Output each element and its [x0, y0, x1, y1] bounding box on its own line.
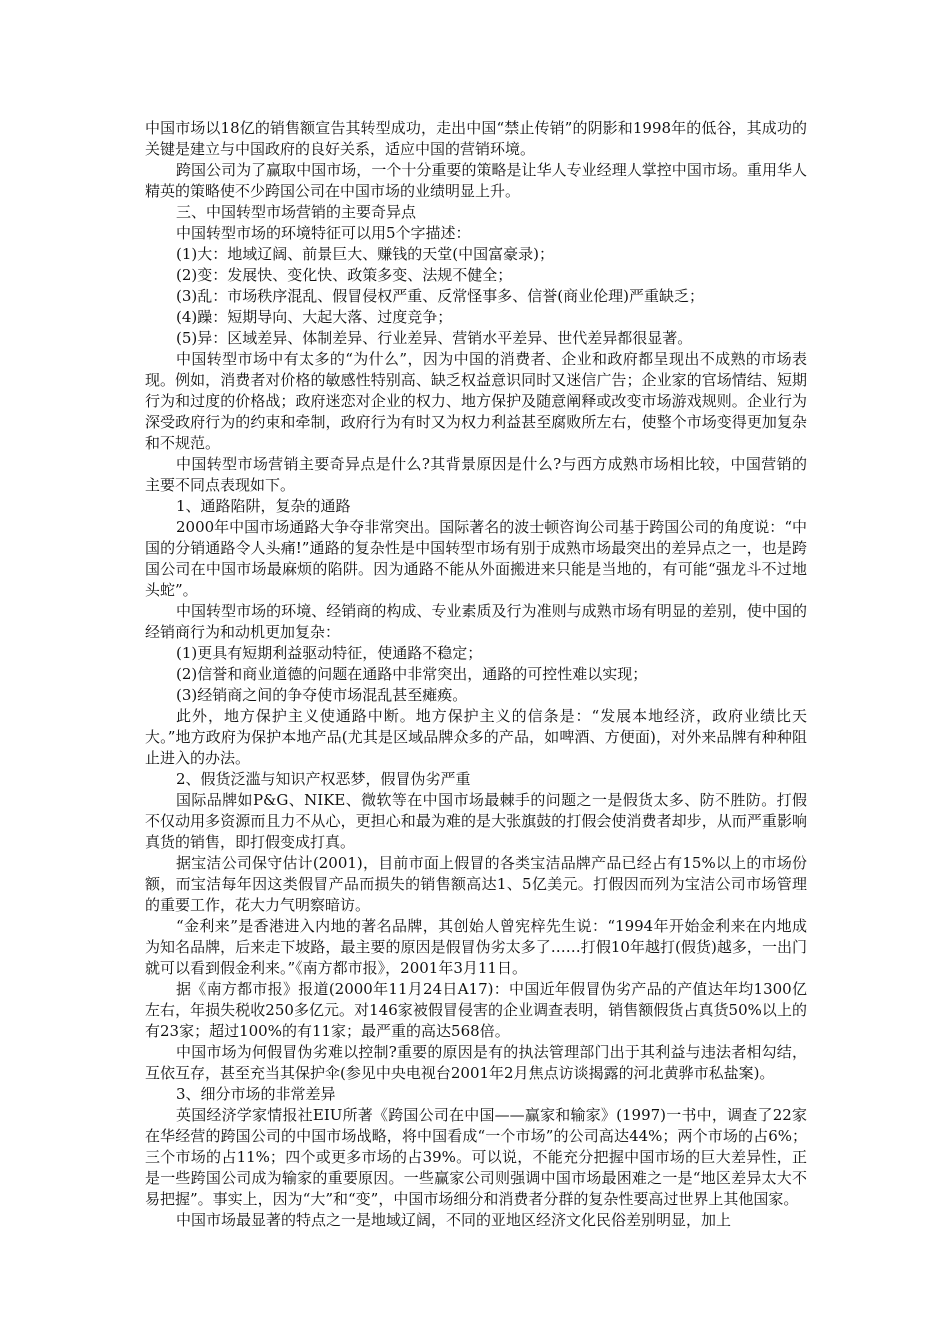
- paragraph: 据宝洁公司保守估计(2001)，目前市面上假冒的各类宝洁品牌产品已经占有15%以上的市场份额，而宝洁每年因这类假冒产品而损失的销售额高达1、5亿美元。打假因而列为宝洁公司市场管理的重要工作，花大力气明察暗访。: [145, 854, 807, 914]
- paragraph: 此外，地方保护主义使通路中断。地方保护主义的信条是：“发展本地经济，政府业绩比天大。”地方政府为保护本地产品(尤其是区域品牌众多的产品，如啤酒、方便面)，对外来品牌有种种阻止进入的办法。: [145, 707, 807, 767]
- paragraph: 中国市场以18亿的销售额宣告其转型成功，走出中国“禁止传销”的阴影和1998年的低谷，其成功的关键是建立与中国政府的良好关系，适应中国的营销环境。: [145, 119, 807, 158]
- paragraph: “金利来”是香港进入内地的著名品牌，其创始人曾宪梓先生说：“1994年开始金利来在内地成为知名品牌，后来走下坡路，最主要的原因是假冒伪劣太多了……打假10年越打(假货)越多，一出门就可以看到假金利来。”《南方都市报》，2001年3月11日。: [145, 917, 807, 977]
- paragraph: 中国转型市场营销主要奇异点是什么?其背景原因是什么?与西方成熟市场相比较，中国营销的主要不同点表现如下。: [145, 455, 807, 494]
- list-item: (2)变：发展快、变化快、政策多变、法规不健全；: [176, 266, 513, 284]
- list-item: (1)大：地域辽阔、前景巨大、赚钱的天堂(中国富豪录)；: [176, 245, 554, 263]
- paragraph: 中国转型市场中有太多的“为什么”，因为中国的消费者、企业和政府都呈现出不成熟的市场表现。例如，消费者对价格的敏感性特别高、缺乏权益意识同时又迷信广告；企业家的官场情结、短期行为和过度的价格战；政府迷恋对企业的权力、地方保护及随意阐释或改变市场游戏规则。企业行为深受政府行为的约束和牵制，政府行为有时又为权力利益甚至腐败所左右，使整个市场变得更加复杂和不规范。: [145, 350, 807, 452]
- paragraph: 中国市场最显著的特点之一是地域辽阔，不同的亚地区经济文化民俗差别明显，加上: [176, 1211, 732, 1229]
- paragraph: 国际品牌如P&G、NIKE、微软等在中国市场最棘手的问题之一是假货太多、防不胜防。打假不仅动用多资源而且力不从心，更担心和最为难的是大张旗鼓的打假会使消费者却步，从而严重影响真货的销售，即打假变成打真。: [145, 791, 807, 851]
- subsection-heading: 3、细分市场的非常差异: [176, 1085, 336, 1103]
- subsection-heading: 2、假货泛滥与知识产权恶梦，假冒伪劣严重: [176, 770, 471, 788]
- list-item: (3)乱：市场秩序混乱、假冒侵权严重、反常怪事多、信誉(商业伦理)严重缺乏；: [176, 287, 704, 305]
- subsection-heading: 1、通路陷阱，复杂的通路: [176, 497, 351, 515]
- list-item: (2)信誉和商业道德的问题在通路中非常突出，通路的可控性难以实现；: [176, 665, 648, 683]
- paragraph: 中国转型市场的环境、经销商的构成、专业素质及行为准则与成熟市场有明显的差别，使中国的经销商行为和动机更加复杂：: [145, 602, 807, 641]
- paragraph: 据《南方都市报》报道(2000年11月24日A17)：中国近年假冒伪劣产品的产值达年均1300亿左右，年损失税收250多亿元。对146家被假冒侵害的企业调查表明，销售额假货占真货50%以上的有23家；超过100%的有11家；最严重的高达568倍。: [145, 980, 807, 1040]
- list-item: (5)异：区域差异、体制差异、行业差异、营销水平差异、世代差异都很显著。: [176, 329, 693, 347]
- paragraph: 中国市场为何假冒伪劣难以控制?重要的原因是有的执法管理部门出于其利益与违法者相勾结，互依互存，甚至充当其保护伞(参见中央电视台2001年2月焦点访谈揭露的河北黄骅市私盐案)。: [145, 1043, 807, 1082]
- paragraph: 2000年中国市场通路大争夺非常突出。国际著名的波士顿咨询公司基于跨国公司的角度说：“中国的分销通路令人头痛!”通路的复杂性是中国转型市场有别于成熟市场最突出的差异点之一，也是跨国公司在中国市场最麻烦的陷阱。因为通路不能从外面搬进来只能是当地的，有可能“强龙斗不过地头蛇”。: [145, 518, 807, 599]
- list-item: (4)躁：短期导向、大起大落、过度竞争；: [176, 308, 453, 326]
- list-item: (3)经销商之间的争夺使市场混乱甚至瘫痪。: [176, 686, 468, 704]
- list-item: (1)更具有短期利益驱动特征，使通路不稳定；: [176, 644, 483, 662]
- paragraph: 中国转型市场的环境特征可以用5个字描述：: [176, 224, 471, 242]
- section-heading: 三、中国转型市场营销的主要奇异点: [176, 203, 417, 221]
- document-body: [145, 118, 807, 1231]
- paragraph: 英国经济学家情报社EIU所著《跨国公司在中国——赢家和输家》(1997)一书中，调查了22家在华经营的跨国公司的中国市场战略，将中国看成“一个市场”的公司高达44%；两个市场的占6%；三个市场的占11%；四个或更多市场的占39%。可以说，不能充分把握中国市场的巨大差异性，正是一些跨国公司成为输家的重要原因。一些赢家公司则强调中国市场最困难之一是“地区差异太大不易把握”。事实上，因为“大”和“变”，中国市场细分和消费者分群的复杂性要高过世界上其他国家。: [145, 1106, 807, 1208]
- paragraph: 跨国公司为了赢取中国市场，一个十分重要的策略是让华人专业经理人掌控中国市场。重用华人精英的策略使不少跨国公司在中国市场的业绩明显上升。: [145, 161, 807, 200]
